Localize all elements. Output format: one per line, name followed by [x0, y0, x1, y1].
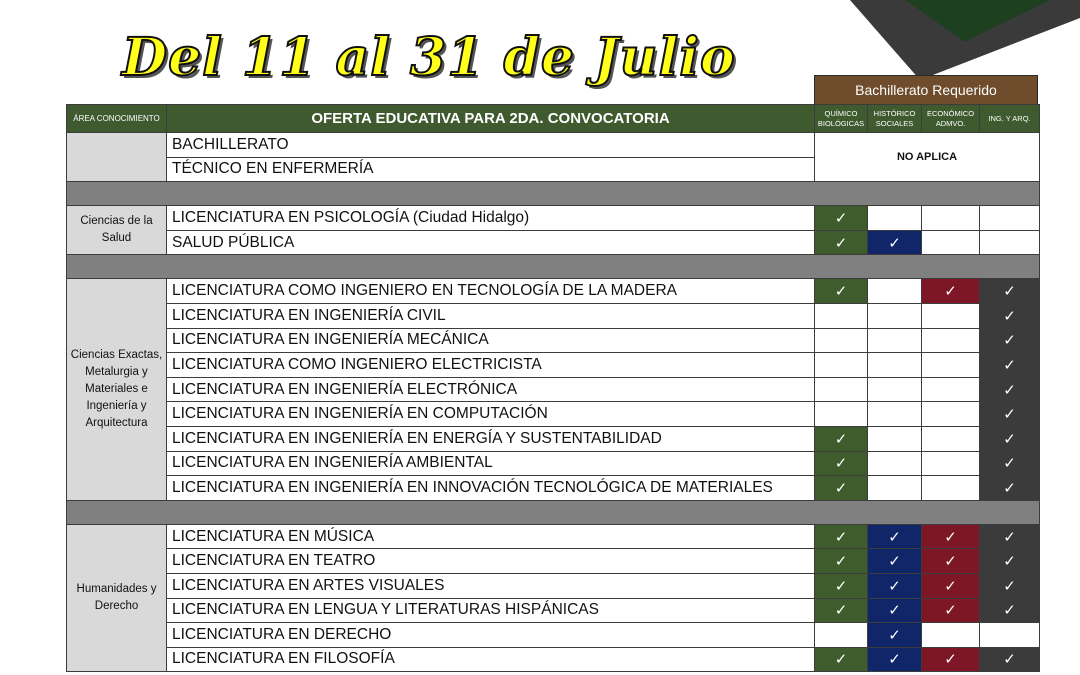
ingenieria-cell: [980, 573, 1040, 598]
check-icon: ✓: [1003, 552, 1016, 571]
separator-cell: [67, 182, 1040, 206]
program-name: SALUD PÚBLICA: [167, 230, 815, 255]
economico-cell: [922, 377, 980, 402]
check-icon: ✓: [944, 282, 957, 301]
check-icon: ✓: [1003, 650, 1016, 669]
program-name: LICENCIATURA EN LENGUA Y LITERATURAS HISPÁNICAS: [167, 598, 815, 623]
col-economico-header: ECONÓMICO ADMVO.: [922, 105, 980, 133]
check-icon: ✓: [834, 282, 848, 301]
quimico-cell: [815, 353, 868, 378]
historico-cell: [868, 573, 922, 598]
quimico-cell: [815, 573, 868, 598]
program-name: LICENCIATURA EN INGENIERÍA EN INNOVACIÓN TECNOLÓGICA DE MATERIALES: [167, 476, 815, 501]
ingenieria-cell: [980, 451, 1040, 476]
col-ingenieria-header: ING. Y ARQ.: [980, 105, 1040, 133]
table-row: [67, 206, 1040, 231]
ingenieria-cell: [980, 377, 1040, 402]
economico-cell: [922, 303, 980, 328]
no-aplica-cell: NO APLICA: [815, 133, 1040, 182]
section-separator: [67, 500, 1040, 524]
check-icon: ✓: [834, 454, 848, 473]
check-icon: ✓: [834, 527, 848, 546]
economico-cell: [922, 647, 980, 672]
check-icon: ✓: [944, 650, 957, 669]
ingenieria-cell: [980, 279, 1040, 304]
program-name: LICENCIATURA EN INGENIERÍA EN ENERGÍA Y SUSTENTABILIDAD: [167, 426, 815, 451]
col-historico-header: HISTÓRICO SOCIALES: [868, 105, 922, 133]
ingenieria-cell: [980, 402, 1040, 427]
separator-cell: [67, 500, 1040, 524]
check-icon: ✓: [888, 650, 901, 669]
quimico-cell: [815, 647, 868, 672]
quimico-cell: [815, 279, 868, 304]
check-icon: ✓: [944, 552, 957, 571]
historico-cell: [868, 426, 922, 451]
oferta-table: [66, 104, 1040, 672]
economico-cell: [922, 402, 980, 427]
table-row: [67, 279, 1040, 304]
table-row: [67, 133, 1040, 158]
table-row: [67, 549, 1040, 574]
historico-cell: [868, 377, 922, 402]
check-icon: ✓: [834, 233, 848, 252]
table-row: [67, 623, 1040, 648]
ingenieria-cell: [980, 623, 1040, 648]
program-name: LICENCIATURA EN INGENIERÍA CIVIL: [167, 303, 815, 328]
check-icon: ✓: [944, 601, 957, 620]
program-name: LICENCIATURA EN MÚSICA: [167, 524, 815, 549]
historico-cell: [868, 598, 922, 623]
economico-cell: [922, 230, 980, 255]
historico-cell: [868, 303, 922, 328]
check-icon: ✓: [1003, 380, 1016, 399]
economico-cell: [922, 328, 980, 353]
quimico-cell: [815, 476, 868, 501]
economico-cell: [922, 279, 980, 304]
ingenieria-cell: [980, 230, 1040, 255]
economico-cell: [922, 451, 980, 476]
historico-cell: [868, 476, 922, 501]
quimico-cell: [815, 402, 868, 427]
area-cell: Humanidades y Derecho: [67, 524, 167, 672]
check-icon: ✓: [944, 576, 957, 595]
check-icon: ✓: [888, 527, 901, 546]
check-icon: ✓: [834, 429, 848, 448]
check-icon: ✓: [834, 650, 848, 669]
quimico-cell: [815, 377, 868, 402]
table-row: [67, 573, 1040, 598]
historico-cell: [868, 623, 922, 648]
historico-cell: [868, 451, 922, 476]
check-icon: ✓: [888, 576, 901, 595]
section-separator: [67, 255, 1040, 279]
check-icon: ✓: [1003, 306, 1016, 325]
program-name: LICENCIATURA EN INGENIERÍA ELECTRÓNICA: [167, 377, 815, 402]
historico-cell: [868, 524, 922, 549]
quimico-cell: [815, 549, 868, 574]
area-cell: Ciencias de la Salud: [67, 206, 167, 255]
quimico-cell: [815, 598, 868, 623]
section-separator: [67, 182, 1040, 206]
program-name: LICENCIATURA COMO INGENIERO ELECTRICISTA: [167, 353, 815, 378]
check-icon: ✓: [834, 208, 848, 227]
ingenieria-cell: [980, 647, 1040, 672]
quimico-cell: [815, 451, 868, 476]
col-quimico-header: QUÍMICO BIOLÓGICAS: [815, 105, 868, 133]
check-icon: ✓: [888, 601, 901, 620]
program-name: BACHILLERATO: [167, 133, 815, 158]
bachillerato-requerido-header: Bachillerato Requerido: [814, 75, 1038, 105]
check-icon: ✓: [834, 478, 848, 497]
oferta-header: OFERTA EDUCATIVA PARA 2DA. CONVOCATORIA: [167, 105, 815, 133]
historico-cell: [868, 353, 922, 378]
check-icon: ✓: [834, 576, 848, 595]
check-icon: ✓: [834, 601, 848, 620]
economico-cell: [922, 476, 980, 501]
ingenieria-cell: [980, 598, 1040, 623]
table-row: [67, 402, 1040, 427]
date-headline: Del 11 al 31 de Julio: [122, 27, 736, 88]
program-name: TÉCNICO EN ENFERMERÍA: [167, 157, 815, 182]
table-row: [67, 647, 1040, 672]
quimico-cell: [815, 303, 868, 328]
check-icon: ✓: [944, 527, 957, 546]
check-icon: ✓: [1003, 355, 1016, 374]
check-icon: ✓: [1003, 527, 1016, 546]
program-name: LICENCIATURA EN INGENIERÍA MECÁNICA: [167, 328, 815, 353]
historico-cell: [868, 549, 922, 574]
economico-cell: [922, 549, 980, 574]
program-name: LICENCIATURA EN TEATRO: [167, 549, 815, 574]
ingenieria-cell: [980, 303, 1040, 328]
quimico-cell: [815, 230, 868, 255]
table-row: [67, 426, 1040, 451]
table-row: [67, 377, 1040, 402]
quimico-cell: [815, 206, 868, 231]
separator-cell: [67, 255, 1040, 279]
program-name: LICENCIATURA EN INGENIERÍA AMBIENTAL: [167, 451, 815, 476]
check-icon: ✓: [1003, 576, 1016, 595]
historico-cell: [868, 328, 922, 353]
table-row: [67, 303, 1040, 328]
ingenieria-cell: [980, 524, 1040, 549]
check-icon: ✓: [1003, 331, 1016, 350]
check-icon: ✓: [834, 552, 848, 571]
program-name: LICENCIATURA EN PSICOLOGÍA (Ciudad Hidalgo): [167, 206, 815, 231]
area-header: ÁREA CONOCIMIENTO: [67, 105, 167, 133]
historico-cell: [868, 279, 922, 304]
ingenieria-cell: [980, 353, 1040, 378]
ingenieria-cell: [980, 206, 1040, 231]
historico-cell: [868, 230, 922, 255]
economico-cell: [922, 426, 980, 451]
program-name: LICENCIATURA EN DERECHO: [167, 623, 815, 648]
economico-cell: [922, 623, 980, 648]
check-icon: ✓: [1003, 478, 1016, 497]
economico-cell: [922, 598, 980, 623]
area-cell: [67, 133, 167, 182]
check-icon: ✓: [1003, 405, 1016, 424]
table-row: [67, 353, 1040, 378]
check-icon: ✓: [888, 625, 901, 644]
economico-cell: [922, 353, 980, 378]
program-name: LICENCIATURA EN ARTES VISUALES: [167, 573, 815, 598]
economico-cell: [922, 206, 980, 231]
ingenieria-cell: [980, 328, 1040, 353]
program-name: LICENCIATURA COMO INGENIERO EN TECNOLOGÍA DE LA MADERA: [167, 279, 815, 304]
check-icon: ✓: [1003, 601, 1016, 620]
table-row: [67, 451, 1040, 476]
quimico-cell: [815, 328, 868, 353]
table-header-row: [67, 105, 1040, 133]
table-row: [67, 328, 1040, 353]
table-row: [67, 598, 1040, 623]
check-icon: ✓: [888, 233, 901, 252]
historico-cell: [868, 402, 922, 427]
check-icon: ✓: [1003, 454, 1016, 473]
table-row: [67, 524, 1040, 549]
ingenieria-cell: [980, 426, 1040, 451]
quimico-cell: [815, 426, 868, 451]
area-cell: Ciencias Exactas, Metalurgia y Materiales e Ingeniería y Arquitectura: [67, 279, 167, 500]
economico-cell: [922, 573, 980, 598]
table-row: [67, 476, 1040, 501]
historico-cell: [868, 647, 922, 672]
check-icon: ✓: [888, 552, 901, 571]
ingenieria-cell: [980, 476, 1040, 501]
program-name: LICENCIATURA EN INGENIERÍA EN COMPUTACIÓN: [167, 402, 815, 427]
quimico-cell: [815, 623, 868, 648]
economico-cell: [922, 524, 980, 549]
ingenieria-cell: [980, 549, 1040, 574]
quimico-cell: [815, 524, 868, 549]
check-icon: ✓: [1003, 282, 1016, 301]
historico-cell: [868, 206, 922, 231]
program-name: LICENCIATURA EN FILOSOFÍA: [167, 647, 815, 672]
table-row: [67, 230, 1040, 255]
check-icon: ✓: [1003, 429, 1016, 448]
